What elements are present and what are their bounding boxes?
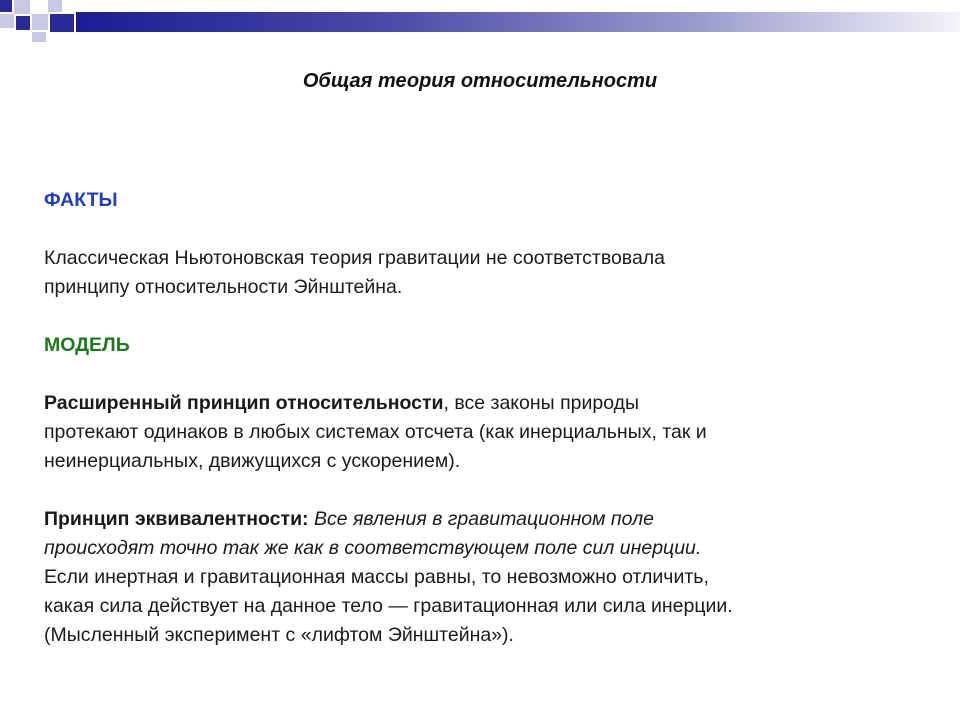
spacer: [44, 360, 924, 389]
equivalence-principle-italic-text: Все явления в гравитационном поле: [313, 508, 654, 530]
equivalence-principle-text: Если инертная и гравитационная массы равны, то невозможно отличить,: [44, 566, 709, 588]
extended-principle-term: Расширенный принцип относительности: [44, 392, 444, 414]
spacer: [44, 476, 924, 505]
facts-text-line: принципу относительности Эйнштейна.: [44, 276, 403, 298]
model-heading: МОДЕЛЬ: [44, 334, 130, 356]
decor-square: [50, 14, 74, 32]
extended-principle-text: , все законы природы: [443, 392, 640, 414]
header-decoration: [0, 0, 960, 44]
extended-principle-text: неинерциальных, движущихся с ускорением).: [44, 450, 461, 472]
decor-square: [32, 14, 48, 30]
decor-square: [14, 0, 30, 14]
equivalence-principle-italic-text: происходят точно так же как в соответствующем поле сил инерции.: [44, 537, 702, 559]
equivalence-principle-text: (Мысленный эксперимент с «лифтом Эйнштейна»).: [44, 624, 514, 646]
spacer: [44, 215, 924, 244]
facts-heading: ФАКТЫ: [44, 189, 118, 211]
slide-title: Общая теория относительности: [302, 70, 658, 92]
equivalence-principle-term: Принцип эквивалентности:: [44, 508, 309, 530]
spacer: [44, 302, 924, 331]
equivalence-principle-line: [44, 505, 924, 534]
decor-square: [16, 16, 30, 30]
header-gradient-bar: [76, 12, 960, 32]
slide-body: [44, 186, 924, 650]
decor-square: [0, 0, 12, 12]
decor-square: [32, 32, 46, 42]
extended-principle-line: [44, 389, 924, 418]
decor-square: [48, 0, 62, 12]
decor-square: [0, 14, 14, 28]
facts-text-line: Классическая Ньютоновская теория гравитации не соответствовала: [44, 247, 666, 269]
extended-principle-text: протекают одинаков в любых системах отсчета (как инерциальных, так и: [44, 421, 707, 443]
equivalence-principle-text: какая сила действует на данное тело — гравитационная или сила инерции.: [44, 595, 733, 617]
